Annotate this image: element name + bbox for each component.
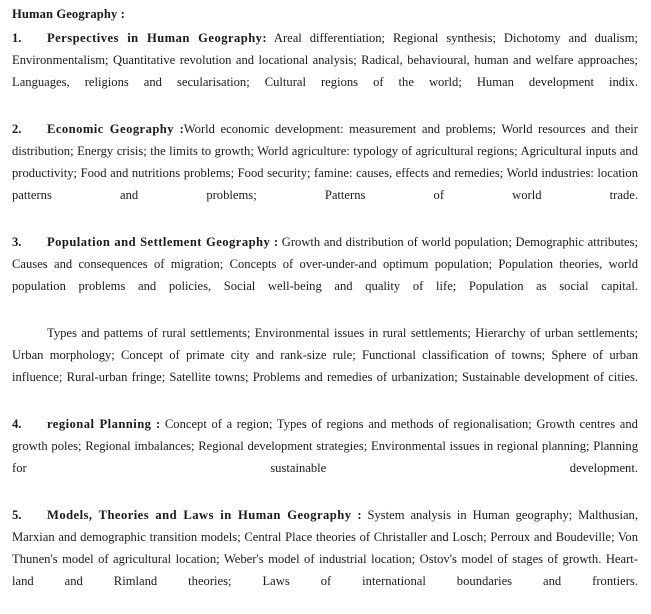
section-colon: : <box>273 235 279 249</box>
page-title: Human Geography : <box>12 7 125 21</box>
section-number: 5. <box>12 508 22 522</box>
section-number: 2. <box>12 122 22 136</box>
section-colon: : <box>262 31 267 45</box>
section-body: System analysis in Human geography; Malthusian, Marxian and demographic transition models; Central Place theories of Christaller and Losch; Perroux and Boudeville; Von Thunen's model of agricultural location; Weber's model of industrial location; Ostov's model of stages of growth. Heart-land and Rimland theories; Laws of international boundaries and frontiers. <box>12 508 638 588</box>
subparagraph-body: Types and pattems of rural settlements; Environmental issues in rural settlements; Hierarchy of urban settlements; Urban morphology; Concept of primate city and rank-size rule; Functional classification of towns; Sphere of urban influence; Rural-urban fringe; Satellite towns; Problems and remedies of urbanization; Sustainable development of cities. <box>12 326 638 384</box>
section-colon: : <box>156 417 161 431</box>
section-body: Concept of a region; Types of regions and methods of regionalisation; Growth centres and growth poles; Regional imbalances; Regional development strategies; Environmental issues in regional planning; Planning for sustainable development. <box>12 417 638 475</box>
syllabus-section-5 <box>12 504 638 614</box>
syllabus-subparagraph-settlement <box>12 322 638 410</box>
section-body: Growth and distribution of world population; Demographic attributes; Causes and consequences of migration; Concepts of over-under-and optimum population; Population theories, world population problems and policies, Social well-being and quality of life; Population as social capital. <box>12 235 639 293</box>
syllabus-section-1 <box>12 27 638 115</box>
section-number: 4. <box>12 417 22 431</box>
section-colon: : <box>179 122 184 136</box>
syllabus-section-2 <box>12 118 638 228</box>
section-heading: regional Planning <box>47 417 152 431</box>
section-body: World economic development: measurement and problems; World resources and their distribution; Energy crisis; the limits to growth; World agriculture: typology of agricultural regions; Agricultural inputs and productivity; Food and nutritions problems; Food security; famine: causes, effects and remedies; World industries: location patterns and problems; Patterns of world trade. <box>12 122 638 202</box>
section-heading: Models, Theories and Laws in Human Geography <box>47 508 352 522</box>
syllabus-section-4 <box>12 413 638 501</box>
section-heading: Population and Settlement Geography <box>47 235 271 249</box>
section-number: 1. <box>12 31 22 45</box>
section-number: 3. <box>12 235 22 249</box>
section-heading: Economic Geography <box>47 122 175 136</box>
section-body: Areal differentiation; Regional synthesis; Dichotomy and dualism; Environmentalism; Quantitative revolution and locational analysis; Radical, behavioural, human and welfare approaches; Languages, religions and secularisation; Cultural regions of the world; Human development indix. <box>12 31 638 89</box>
syllabus-section-3 <box>12 231 638 319</box>
section-colon: : <box>357 508 362 522</box>
section-heading: Perspectives in Human Geography <box>47 31 263 45</box>
